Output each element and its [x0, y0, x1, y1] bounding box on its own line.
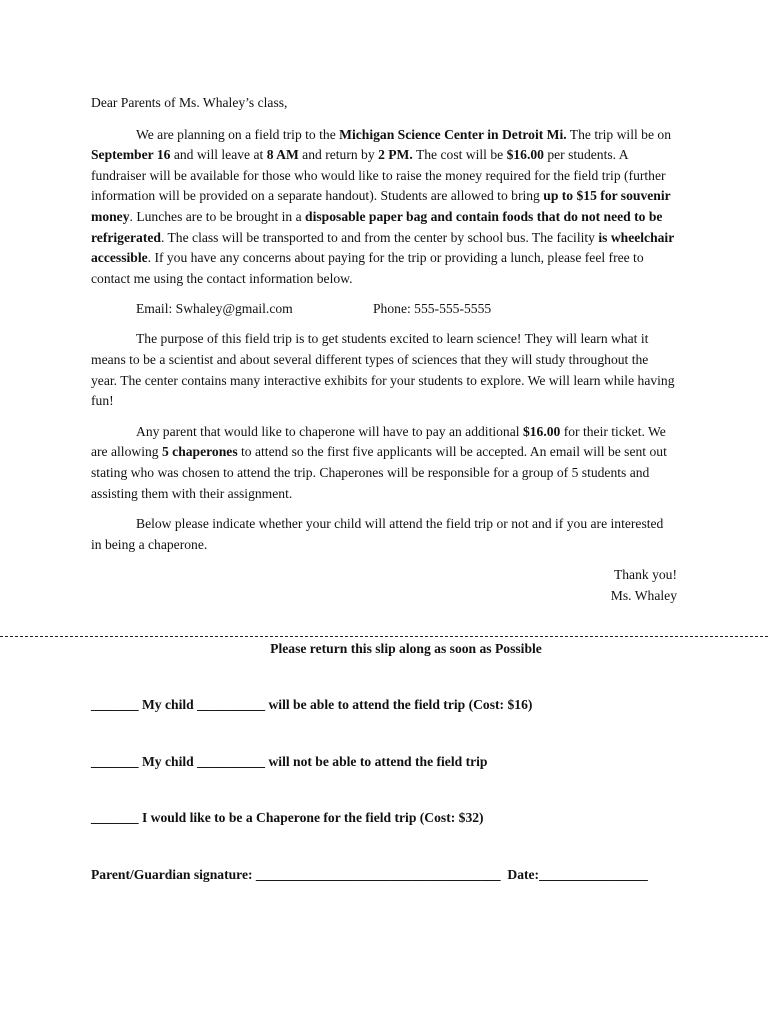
- text: . If you have any concerns about paying for the trip or providing a lunch, please feel free to contact me using the contact information below.: [91, 250, 644, 286]
- signature-name: Ms. Whaley: [610, 587, 677, 603]
- text: The trip will be on: [566, 126, 671, 142]
- slip-title: Please return this slip along as soon as Possible: [270, 641, 542, 656]
- letter-body: [91, 93, 677, 606]
- text: We are planning on a field trip to the: [136, 126, 340, 142]
- closing-thanks: Thank you!: [613, 567, 677, 583]
- text: Any parent that would like to chaperone will have to pay an additional: [136, 423, 523, 439]
- text: The cost will be: [412, 147, 507, 163]
- accessibility-note: is wheelchair accessible: [91, 229, 675, 266]
- paragraph-chaperones: [91, 422, 677, 504]
- paragraph-purpose: The purpose of this field trip is to get students excited to learn science! They will learn what it means to be a scientist and about several different types of sciences that they will study throughout the year. The center contains many interactive exhibits for your students to explore. We will learn while having fun!: [91, 331, 675, 409]
- text: and return by: [298, 147, 379, 163]
- cut-line-divider: [0, 636, 768, 637]
- souvenir-money: up to $15 for souvenir money: [91, 188, 671, 224]
- text: . Lunches are to be brought in a: [129, 208, 306, 224]
- leave-time: 8 AM: [266, 147, 299, 163]
- contact-email: Email: Swhaley@gmail.com: [136, 301, 293, 317]
- attend-option-line: _______ My child __________ will be able to attend the field trip (Cost: $16): [91, 697, 533, 712]
- text: per students. A fundraiser will be available for those who would like to raise the money required for the field trip (further information will be provided on a separate handout). Students are allowed to bring: [91, 147, 666, 204]
- trip-cost: $16.00: [506, 147, 544, 163]
- trip-location: Michigan Science Center in Detroit Mi.: [339, 126, 567, 142]
- contact-info: [91, 299, 677, 319]
- chaperone-count: 5 chaperones: [161, 444, 238, 460]
- text: . The class will be transported to and from the center by school bus. The facility: [160, 229, 599, 245]
- not-attend-option-line: _______ My child __________ will not be able to attend the field trip: [91, 754, 488, 769]
- lunch-requirement: disposable paper bag and contain foods that do not need to be refrigerated: [91, 208, 663, 245]
- paragraph-trip-details: [91, 125, 677, 290]
- text: and will leave at: [170, 147, 267, 163]
- text: to attend so the first five applicants will be accepted. An email will be sent out stating who was chosen to attend the trip. Chaperones will be responsible for a group of 5 students and assisting them with their assignment.: [91, 444, 667, 501]
- trip-date: September 16: [91, 147, 171, 163]
- text: for their ticket. We are allowing: [91, 423, 666, 460]
- contact-phone: Phone: 555-555-5555: [373, 301, 492, 317]
- chaperone-option-line: _______ I would like to be a Chaperone for the field trip (Cost: $32): [91, 810, 484, 825]
- signature-date-line: Parent/Guardian signature: ____________________________________ Date:________________: [91, 867, 648, 882]
- chaperone-fee: $16.00: [522, 423, 561, 439]
- paragraph-instructions: Below please indicate whether your child will attend the field trip or not and if you are interested in being a chaperone.: [91, 516, 664, 552]
- return-time: 2 PM.: [378, 147, 413, 163]
- salutation: Dear Parents of Ms. Whaley’s class,: [91, 95, 288, 110]
